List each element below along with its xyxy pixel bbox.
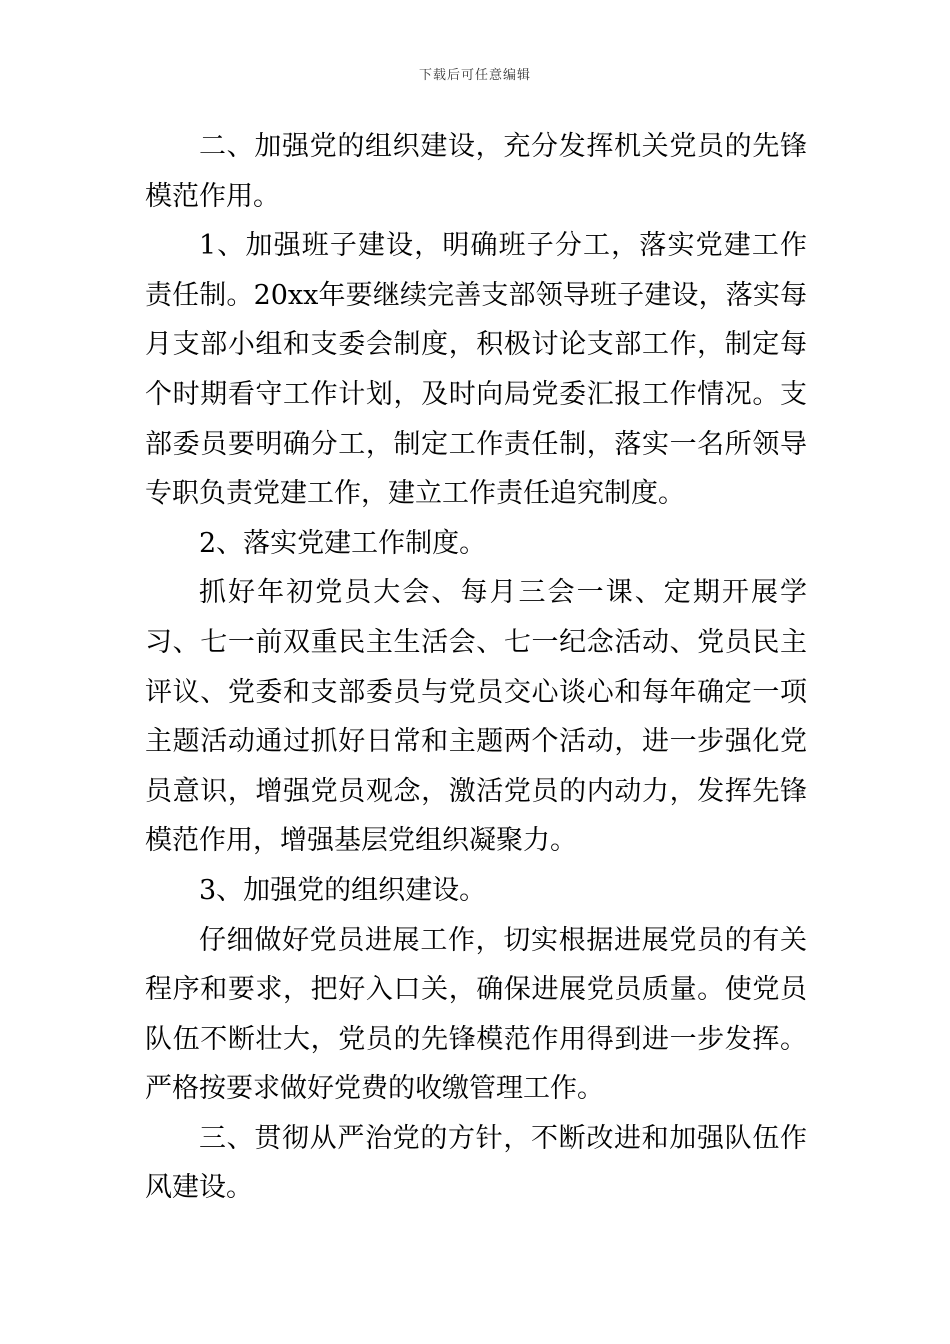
header-note: 下载后可任意编辑 — [418, 68, 531, 83]
paragraph-section-two-heading: 二、加强党的组织建设，充分发挥机关党员的先锋模范作用。 — [145, 131, 807, 212]
paragraph-item-3-heading: 3、加强党的组织建设。 — [199, 874, 487, 906]
paragraph-item-2-body: 抓好年初党员大会、每月三会一课、定期开展学习、七一前双重民主生活会、七一纪念活动、党员民主评议、党委和支部委员与党员交心谈心和每年确定一项主题活动通过抓好日常和主题两个活动，进一步强化党员意识，增强党员观念，激活党员的内动力，发挥先锋模范作用，增强基层党组织凝聚力。 — [145, 577, 807, 857]
paragraph-item-3-body: 仔细做好党员进展工作，切实根据进展党员的有关程序和要求，把好入口关，确保进展党员质量。使党员队伍不断壮大，党员的先锋模范作用得到进一步发挥。严格按要求做好党费的收缴管理工作。 — [145, 924, 807, 1105]
paragraph-item-2-heading: 2、落实党建工作制度。 — [199, 527, 487, 559]
paragraph-item-1: 1、加强班子建设，明确班子分工，落实党建工作责任制。20xx年要继续完善支部领导班子建设，落实每月支部小组和支委会制度，积极讨论支部工作，制定每个时期看守工作计划，及时向局党委汇报工作情况。支部委员要明确分工，制定工作责任制，落实一名所领导专职负责党建工作，建立工作责任追究制度。 — [145, 230, 807, 510]
document-body — [145, 122, 807, 1213]
paragraph-section-three-heading: 三、贯彻从严治党的方针，不断改进和加强队伍作风建设。 — [145, 1122, 807, 1204]
